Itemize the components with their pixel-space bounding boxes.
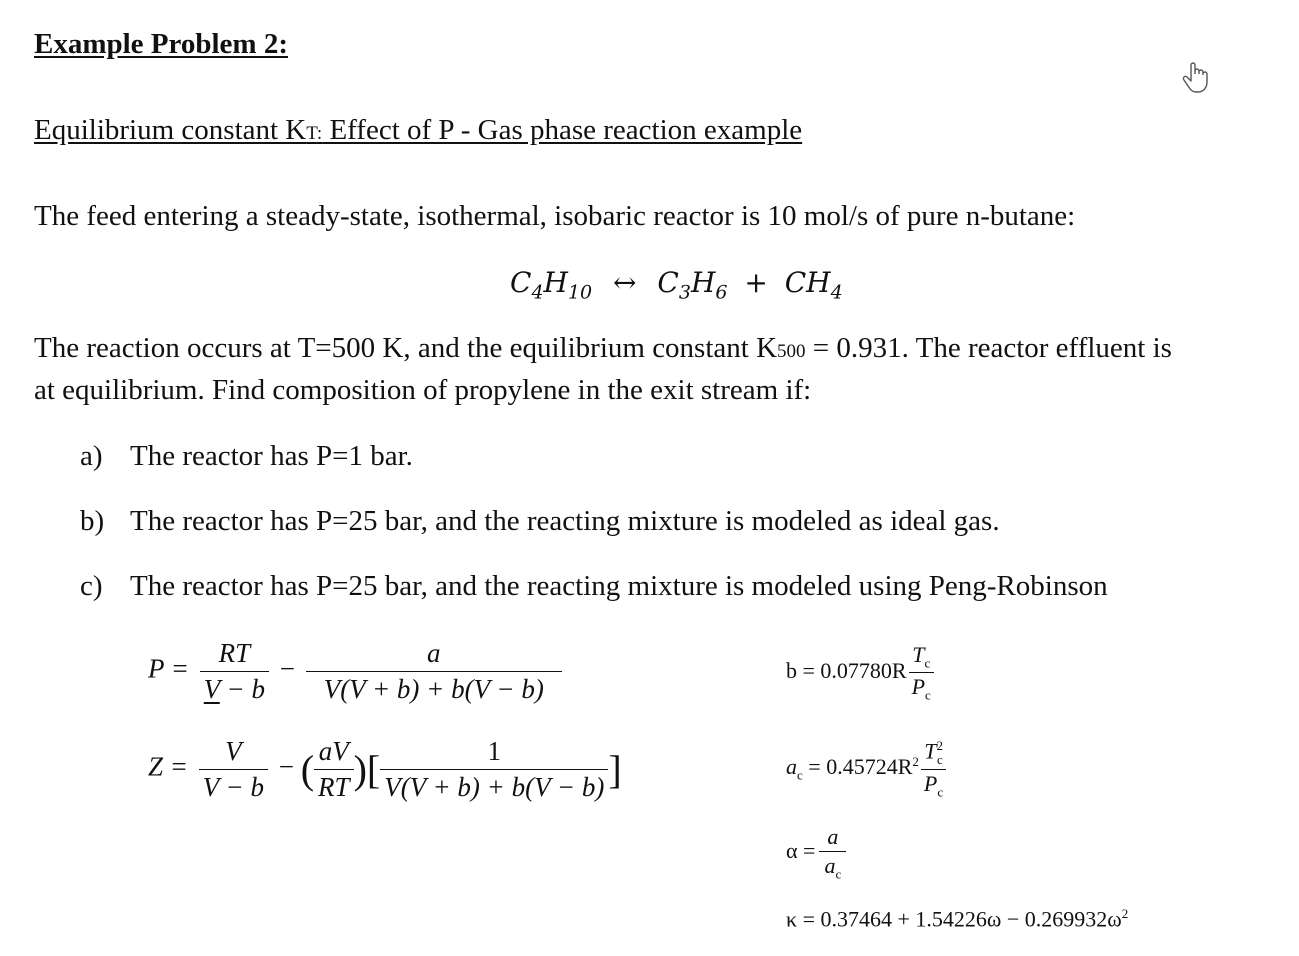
right-paren: ): [353, 747, 367, 792]
subtitle-suffix: Effect of P - Gas phase reaction example: [322, 114, 803, 146]
eq-alpha-den-sub: c: [835, 866, 842, 882]
subtitle-sub: T: [306, 123, 317, 144]
eq-z-den1: V − b: [202, 772, 264, 802]
b-parameter-equation: [786, 642, 934, 704]
eq-alpha-den: a: [824, 853, 836, 878]
product1-h: H: [690, 266, 716, 299]
list-item-text: The reactor has P=25 bar, and the reacting mixture is modeled as ideal gas.: [130, 505, 1000, 537]
eq-ac-lhs: = 0.45724R: [802, 754, 913, 780]
feed-paragraph: The feed entering a steady-state, isothermal, isobaric reactor is 10 mol/s of pure n-butane:: [34, 200, 1076, 232]
eq-p-num2: a: [427, 638, 441, 668]
eq-p-lhs: P =: [148, 653, 189, 684]
eq-p-frac2: [306, 638, 562, 705]
eq-z-lhs: Z =: [148, 751, 188, 782]
list-item-letter: a): [80, 440, 103, 472]
conditions-text-b: = 0.931. The reactor effluent is: [805, 332, 1172, 364]
product2: CH: [784, 266, 831, 299]
eq-z-num3: 1: [487, 736, 502, 766]
eq-z-num1: V: [225, 736, 242, 766]
ac-parameter-equation: [786, 738, 946, 800]
eq-ac-den: P: [923, 770, 938, 796]
eq-p-minus: −: [279, 653, 295, 684]
k500-subscript: 500: [777, 341, 806, 362]
kappa-equation: [786, 906, 1128, 932]
eq-b-lhs: b = 0.07780R: [786, 657, 907, 683]
left-paren: (: [300, 747, 315, 792]
right-bracket: ]: [608, 747, 622, 792]
subtitle-colon: :: [316, 123, 323, 144]
eq-z-den3: V(V + b) + b(V − b): [384, 772, 605, 802]
reactant-h: H: [543, 266, 568, 299]
list-item-text: The reactor has P=25 bar, and the reacting mixture is modeled using Peng-Robinson: [130, 570, 1108, 602]
eq-z-frac3: [380, 736, 608, 803]
eq-alpha-num: a: [827, 824, 839, 849]
reaction-equation: [510, 266, 843, 304]
equilibrium-arrow: ↔: [613, 266, 637, 299]
eq-kappa-text: κ = 0.37464 + 1.54226ω − 0.269932ω: [786, 906, 1122, 932]
eq-ac-a-sub: c: [797, 767, 803, 783]
product1-c-count: 3: [678, 281, 691, 304]
eq-z-den2: RT: [318, 772, 350, 802]
eq-ac-num: T: [924, 738, 937, 764]
eq-z-num2: aV: [318, 736, 349, 766]
left-bracket: [: [366, 747, 381, 792]
eq-p-den1-v: V: [203, 674, 220, 704]
eq-kappa-sup: 2: [1121, 906, 1129, 921]
plus-sign: +: [744, 266, 768, 299]
reactant-h-count: 10: [567, 281, 593, 304]
eq-b-num: T: [912, 642, 925, 667]
eq-b-den-sub: c: [925, 687, 931, 703]
alpha-equation: [786, 824, 850, 882]
eq-ac-num-sup: 2: [936, 738, 943, 753]
eq-p-den2: V(V + b) + b(V − b): [323, 674, 544, 704]
eq-alpha-frac: [819, 824, 846, 882]
eq-ac-den-sub: c: [937, 784, 944, 800]
list-item-letter: b): [80, 505, 105, 537]
list-item: [80, 505, 1000, 538]
conditions-text-a: The reaction occurs at T=500 K, and the equilibrium constant K: [34, 332, 778, 364]
eq-z-frac1: [199, 736, 268, 803]
compressibility-equation: [148, 736, 622, 803]
eq-z-minus: −: [278, 751, 294, 782]
reactant-c-count: 4: [531, 281, 544, 304]
product1-h-count: 6: [715, 281, 728, 304]
eq-p-den1-b: − b: [219, 674, 265, 704]
hand-cursor-icon: [1182, 60, 1212, 99]
page-title: Example Problem 2:: [34, 28, 288, 60]
product1-c: C: [657, 266, 679, 299]
list-item-text: The reactor has P=1 bar.: [130, 440, 413, 472]
list-item-letter: c): [80, 570, 103, 602]
conditions-line-1: [34, 332, 1172, 365]
eq-ac-a: a: [786, 754, 797, 780]
eq-b-num-sub: c: [924, 655, 931, 671]
eq-p-num1: RT: [218, 638, 251, 668]
eq-alpha-lhs: α =: [786, 838, 816, 864]
eq-z-frac2: [314, 736, 354, 803]
section-subtitle: [34, 114, 802, 147]
eq-ac-frac: [921, 738, 946, 800]
reactant-c: C: [510, 266, 532, 299]
conditions-line-2: at equilibrium. Find composition of propylene in the exit stream if:: [34, 374, 812, 406]
eq-b-den: P: [911, 674, 926, 700]
list-item: [80, 440, 413, 473]
product2-count: 4: [830, 281, 843, 304]
eq-ac-num-sub: c: [936, 751, 943, 767]
subtitle-prefix: Equilibrium constant K: [34, 114, 307, 146]
eq-ac-r-sup: 2: [912, 753, 919, 769]
eq-p-frac1: [200, 638, 269, 705]
eq-b-frac: [909, 642, 934, 704]
list-item: [80, 570, 1108, 603]
peng-robinson-pressure-equation: [148, 638, 566, 705]
